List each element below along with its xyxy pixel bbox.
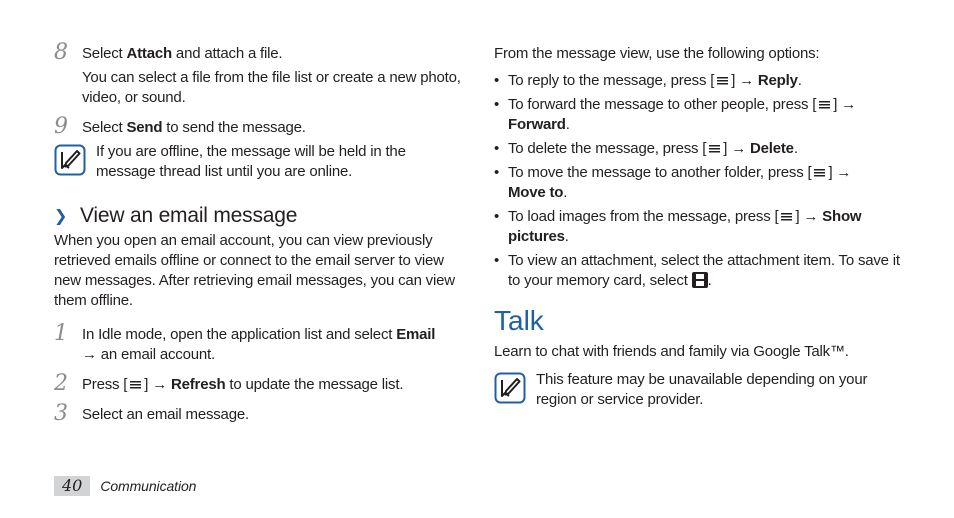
step-1 — [54, 321, 464, 365]
item-text-post: . — [797, 72, 802, 89]
note-pencil-icon — [494, 372, 526, 404]
item-text-mid: ] → — [833, 96, 857, 113]
step-text-bold: Email — [396, 326, 436, 343]
item-text-post: . — [793, 140, 798, 157]
step-2 — [54, 371, 464, 396]
step-3 — [54, 401, 464, 426]
step-text-post: → an email account. — [82, 346, 215, 363]
step-text-post: and attach a file. — [171, 45, 283, 62]
step-text: Select an email message. — [82, 406, 249, 423]
page-number: 40 — [54, 476, 90, 496]
item-text-mid: ] → — [828, 164, 852, 181]
list-item — [494, 207, 904, 247]
step-number: 1 — [54, 321, 68, 346]
right-column — [494, 44, 904, 410]
item-text-bold: Forward — [508, 116, 566, 133]
step-text-bold: Send — [126, 119, 163, 136]
item-text-pre: To load images from the message, press [ — [508, 208, 779, 225]
step-text-pre: Select — [82, 119, 127, 136]
talk-intro: Learn to chat with friends and family via Google Talk™. — [494, 343, 849, 360]
list-item — [494, 139, 904, 159]
step-number: 3 — [54, 401, 68, 426]
item-text-post: . — [565, 116, 570, 133]
item-text-post: . — [563, 184, 568, 201]
item-text-pre: To delete the message, press [ — [508, 140, 707, 157]
item-text-bold: Delete — [749, 140, 794, 157]
options-list — [494, 71, 904, 291]
footer-section-label: Communication — [100, 478, 197, 494]
page-footer — [54, 476, 196, 496]
step-text-post: to update the message list. — [225, 376, 404, 393]
item-text-post: . — [707, 272, 712, 289]
step-text-post: to send the message. — [162, 119, 306, 136]
item-text-pre: To move the message to another folder, press [ — [508, 164, 812, 181]
menu-key-icon — [778, 211, 795, 222]
step-9 — [54, 114, 464, 139]
list-item — [494, 251, 904, 291]
item-text-mid: ] → — [795, 208, 823, 225]
step-text-pre: Select — [82, 45, 127, 62]
item-text-pre: To view an attachment, select the attachment item. To save it to your memory card, select — [508, 252, 900, 289]
menu-key-icon — [706, 143, 723, 154]
list-item — [494, 163, 904, 203]
note-text: If you are offline, the message will be held in the message thread list until you are online. — [96, 143, 406, 180]
options-intro: From the message view, use the following options: — [494, 45, 820, 62]
list-item — [494, 95, 904, 135]
talk-title: Talk — [494, 305, 544, 336]
item-text-mid: ] → — [723, 140, 750, 157]
step-subtext: You can select a file from the file list or create a new photo, video, or sound. — [82, 69, 461, 106]
menu-key-icon — [127, 379, 144, 390]
step-text-mid: ] → — [144, 376, 171, 393]
list-item — [494, 71, 904, 91]
section-heading — [54, 204, 464, 228]
step-8 — [54, 40, 464, 108]
step-text-bold: Refresh — [170, 376, 226, 393]
step-text-pre: In Idle mode, open the application list and select — [82, 326, 397, 343]
left-column — [54, 40, 464, 426]
section-title: View an email message — [80, 204, 298, 227]
step-text — [82, 375, 464, 395]
chevron-right-icon: ❯ — [54, 208, 68, 225]
step-number: 2 — [54, 371, 68, 396]
note-offline — [54, 142, 464, 182]
item-text-pre: To reply to the message, press [ — [508, 72, 715, 89]
item-text-pre: To forward the message to other people, press [ — [508, 96, 817, 113]
note-pencil-icon — [54, 144, 86, 176]
step-text — [82, 44, 464, 64]
step-text-pre: Press [ — [82, 376, 128, 393]
item-text-mid: ] → — [731, 72, 758, 89]
note-availability — [494, 370, 904, 410]
save-icon — [692, 272, 708, 288]
item-text-bold: Reply — [757, 72, 798, 89]
step-text-bold: Attach — [126, 45, 172, 62]
step-number: 9 — [54, 114, 68, 139]
note-text: This feature may be unavailable depending on your region or service provider. — [536, 371, 868, 408]
step-text — [82, 118, 464, 138]
item-text-post: . — [564, 228, 569, 245]
step-number: 8 — [54, 40, 68, 65]
menu-key-icon — [811, 167, 828, 178]
item-text-bold: Show pictures — [508, 208, 862, 245]
item-text-bold: Move to — [508, 184, 564, 201]
menu-key-icon — [714, 75, 731, 86]
menu-key-icon — [816, 99, 833, 110]
step-text — [82, 325, 464, 365]
section-intro: When you open an email account, you can view previously retrieved emails offline or connect to the email server to view new messages. After retrieving email messages, you can view them offline. — [54, 232, 455, 309]
